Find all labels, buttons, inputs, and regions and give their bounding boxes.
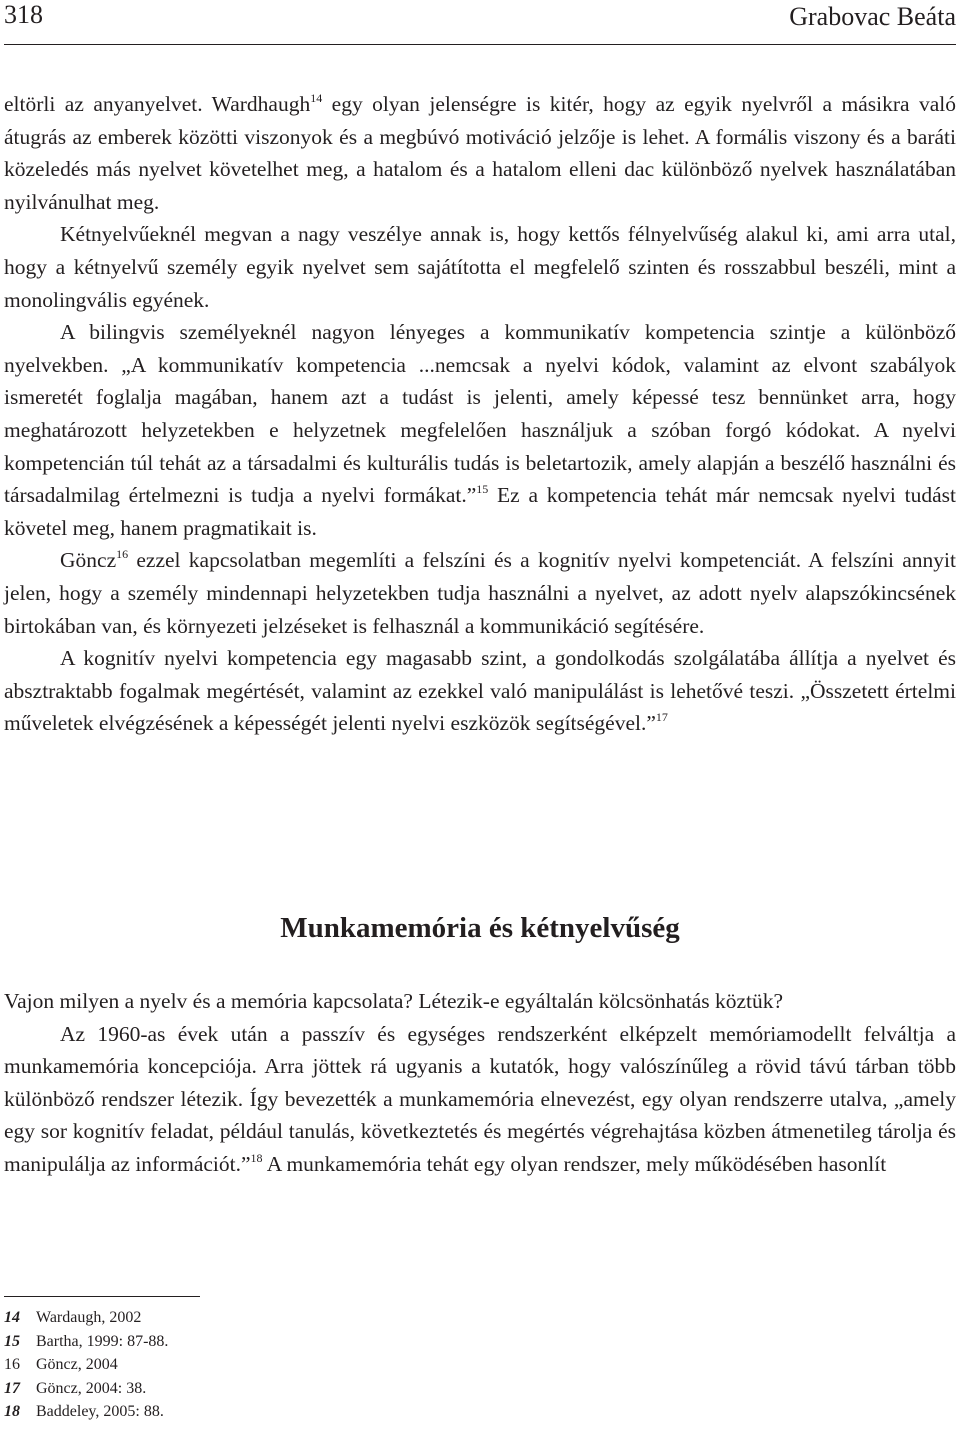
footnote-ref[interactable]: 18	[250, 1150, 263, 1165]
paragraph: A kognitív nyelvi kompetencia egy magasabb szint, a gondolkodás szolgálatába állítja a nyelvet és absztraktabb fogalmak megértését, valamint az ezekkel való manipulálást is lehetővé teszi. „Összetett értelmi műveletek elvégzésének a képességét jelenti nyelvi eszközök segítségével.”$^{17}$	[4, 646, 956, 736]
footnote-text: Wardaugh, 2002	[36, 1309, 142, 1326]
footnote	[4, 1353, 168, 1377]
footnote-text: Göncz, 2004: 38.	[36, 1379, 147, 1397]
footnote-number: 14	[4, 1309, 20, 1326]
footnote-text: Bartha, 1999: 87-88.	[36, 1332, 169, 1350]
body-section-1	[4, 88, 956, 740]
footnote-ref[interactable]: 14	[310, 91, 323, 105]
footnote-ref[interactable]: 15	[476, 482, 489, 497]
body-section-2	[4, 985, 956, 1181]
paragraph: eltörli az anyanyelvet. Wardhaugh$^{14}$ egy olyan jelenségre is kitér, hogy az egyik nyelvről a másikra való átugrás az emberek közötti viszonyok és a megbúvó motiváció jelzője is lehet. A formális viszony és a baráti közeledés más nyelvet követelhet meg, a hatalom és a hatalom elleni dac különböző nyelvek használatában nyilvánulhat meg.	[4, 91, 956, 214]
paragraph: Kétnyelvűeknél megvan a nagy veszélye annak is, hogy kettős félnyelvűség alakul ki, ami arra utal, hogy a kétnyelvű személy egyik nyelvet sem sajátította el megfelelő szinten és rosszabbul beszéli, mint a monolingvális egyének.	[4, 222, 956, 312]
paragraph: Vajon milyen a nyelv és a memória kapcsolata? Létezik-e egyáltalán kölcsönhatás köztük?	[4, 989, 784, 1013]
footnote-number: 16	[4, 1356, 20, 1373]
section-heading: Munkamemória és kétnyelvűség	[280, 912, 680, 944]
paragraph: A bilingvis személyeknél nagyon lényeges a kommunikatív kompetencia szintje a különböző nyelvekben. „A kommunikatív kompetencia ...nemcsak a nyelvi kódok, valamint az elvont szabályok ismeretét foglalja magában, hanem azt a tudást is jelenti, amely képessé tesz bennünket arra, hogy meghatározott helyzetekben e helyzetnek megfelelően használjuk a szóban forgó kódokat. A nyelvi kompetencián túl tehát az a társadalmi és kulturális tudás is beletartozik, amely alapján a beszélő használni és társadalmilag értelmezni is tudja a nyelvi formákat.”$^{15}$ Ez a kompetencia tehát már nemcsak nyelvi tudást követel meg, hanem pragmatikait is.	[4, 320, 956, 540]
footnote	[4, 1306, 168, 1330]
footnote-ref[interactable]: 17	[655, 710, 668, 725]
footnote	[4, 1330, 168, 1354]
footnote-text: Göncz, 2004	[36, 1356, 118, 1373]
footnote-text: Baddeley, 2005: 88.	[36, 1403, 164, 1420]
footnote-ref[interactable]: 16	[116, 547, 129, 562]
running-author: Grabovac Beáta	[789, 2, 956, 31]
footnote-number: 15	[4, 1332, 20, 1350]
footnotes	[4, 1306, 168, 1424]
paragraph: Az 1960-as évek után a passzív és egységes rendszerként elképzelt memóriamodellt felváltja a munkamemória koncepciója. Arra jöttek rá ugyanis a kutatók, hogy valószínűleg a rövid távú tárban több különböző rendszer létezik. Így bevezették a munkamemória elnevezést, egy olyan rendszerre utalva, „amely egy sor kognitív feladat, például tanulás, következtetés és megértés végrehajtása közben átmenetileg tárolja és manipulálja az információt.”$^{18}$ A munkamemória tehát egy olyan rendszer, mely működésében hasonlít	[4, 1021, 956, 1176]
footnote-separator	[4, 1296, 200, 1297]
page-number: 318	[4, 0, 43, 29]
running-header	[4, 0, 956, 45]
footnote	[4, 1400, 168, 1424]
footnote-number: 18	[4, 1403, 20, 1420]
footnote-number: 17	[4, 1379, 20, 1397]
paragraph: Göncz$^{16}$ ezzel kapcsolatban megemlíti a felszíni és a kognitív nyelvi kompetenciát. A felszíni annyit jelen, hogy a személy mindennapi helyzetekben tudja használni a nyelvet, az adott nyelv alapszókincsének birtokában van, és környezeti jelzéseket is felhasznál a kommunikáció segítésére.	[4, 547, 956, 638]
footnote	[4, 1377, 168, 1401]
